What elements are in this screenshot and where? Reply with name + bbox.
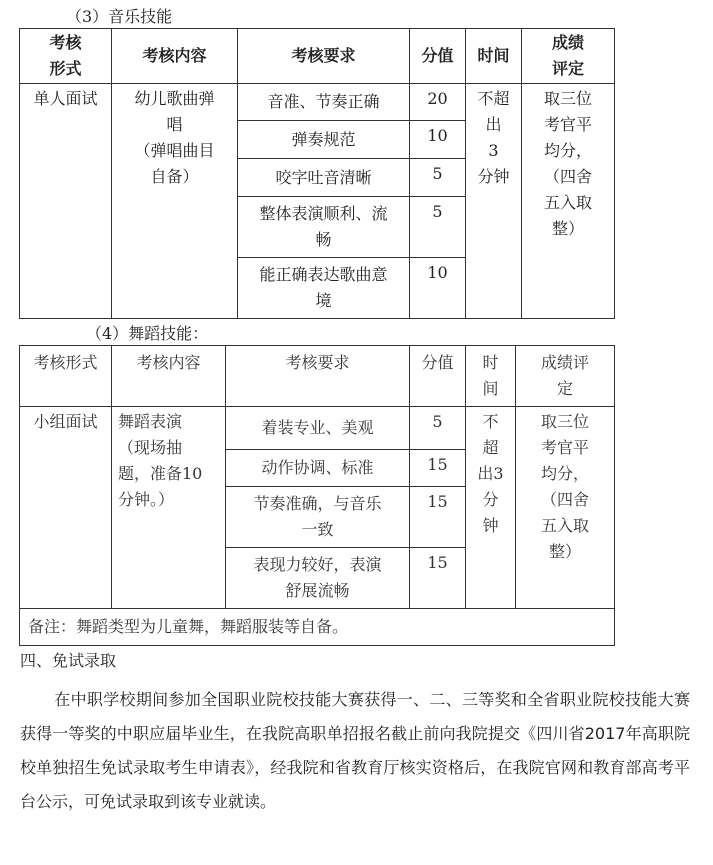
header-time: 时 间: [466, 346, 516, 407]
header-content: 考核内容: [112, 29, 238, 84]
dance-note: 备注：舞蹈类型为儿童舞，舞蹈服装等自备。: [20, 609, 615, 646]
grading-method: 取三位 考官平 均分， （四舍 五入取 整）: [522, 84, 615, 319]
dance-header-row: [20, 346, 615, 407]
section-title: 四、免试录取: [20, 651, 117, 670]
assessment-content: 舞蹈表演 （现场抽 题，准备10 分钟。）: [112, 407, 226, 609]
dance-heading: （4）舞蹈技能：: [86, 324, 209, 343]
music-header-row: [20, 29, 615, 84]
header-score: 分值: [410, 346, 466, 407]
assessment-content: 幼儿歌曲弹 唱 （弹唱曲目 自备）: [112, 84, 238, 319]
requirement: 咬字吐音清晰: [238, 159, 410, 197]
score: 5: [410, 407, 466, 450]
requirement: 表现力较好，表演 舒展流畅: [226, 548, 410, 609]
music-table: [19, 28, 615, 319]
dance-table: [19, 345, 615, 646]
section-paragraph: [20, 683, 690, 819]
requirement: 整体表演顺利、流 畅: [238, 197, 410, 258]
score: 20: [410, 84, 466, 121]
score: 5: [410, 159, 466, 197]
assessment-form: 单人面试: [20, 84, 112, 319]
requirement: 动作协调、标准: [226, 450, 410, 487]
score: 5: [410, 197, 466, 258]
requirement: 着装专业、美观: [226, 407, 410, 450]
score: 10: [410, 258, 466, 319]
requirement: 音准、节奏正确: [238, 84, 410, 121]
table-row: [20, 84, 615, 121]
time-limit: 不超 出 3 分钟: [466, 84, 522, 319]
header-content: 考核内容: [112, 346, 226, 407]
header-form: 考核形式: [20, 346, 112, 407]
header-score: 分值: [410, 29, 466, 84]
score: 15: [410, 450, 466, 487]
header-grade: 成绩评 定: [516, 346, 615, 407]
note-row: [20, 609, 615, 646]
grading-method: 取三位 考官平 均分， （四舍 五入取 整）: [516, 407, 615, 609]
header-requirement: 考核要求: [226, 346, 410, 407]
header-grade: 成绩 评定: [522, 29, 615, 84]
requirement: 能正确表达歌曲意 境: [238, 258, 410, 319]
score: 15: [410, 548, 466, 609]
requirement: 节奏准确，与音乐 一致: [226, 487, 410, 548]
header-time: 时间: [466, 29, 522, 84]
time-limit: 不 超 出3 分 钟: [466, 407, 516, 609]
table-row: [20, 407, 615, 450]
header-form: 考核 形式: [20, 29, 112, 84]
header-requirement: 考核要求: [238, 29, 410, 84]
assessment-form: 小组面试: [20, 407, 112, 609]
paragraph-text: 在中职学校期间参加全国职业院校技能大赛获得一、二、三等奖和全省职业院校技能大赛获得一等奖的中职应届毕业生，在我院高职单招报名截止前向我院提交《四川省2017年高职院校单独招生免试录取考生申请表》，经我院和省教育厅核实资格后，在我院官网和教育部高考平台公示，可免试录取到该专业就读。: [20, 690, 690, 811]
music-heading: （3）音乐技能: [66, 7, 173, 26]
requirement: 弹奏规范: [238, 121, 410, 159]
score: 15: [410, 487, 466, 548]
score: 10: [410, 121, 466, 159]
